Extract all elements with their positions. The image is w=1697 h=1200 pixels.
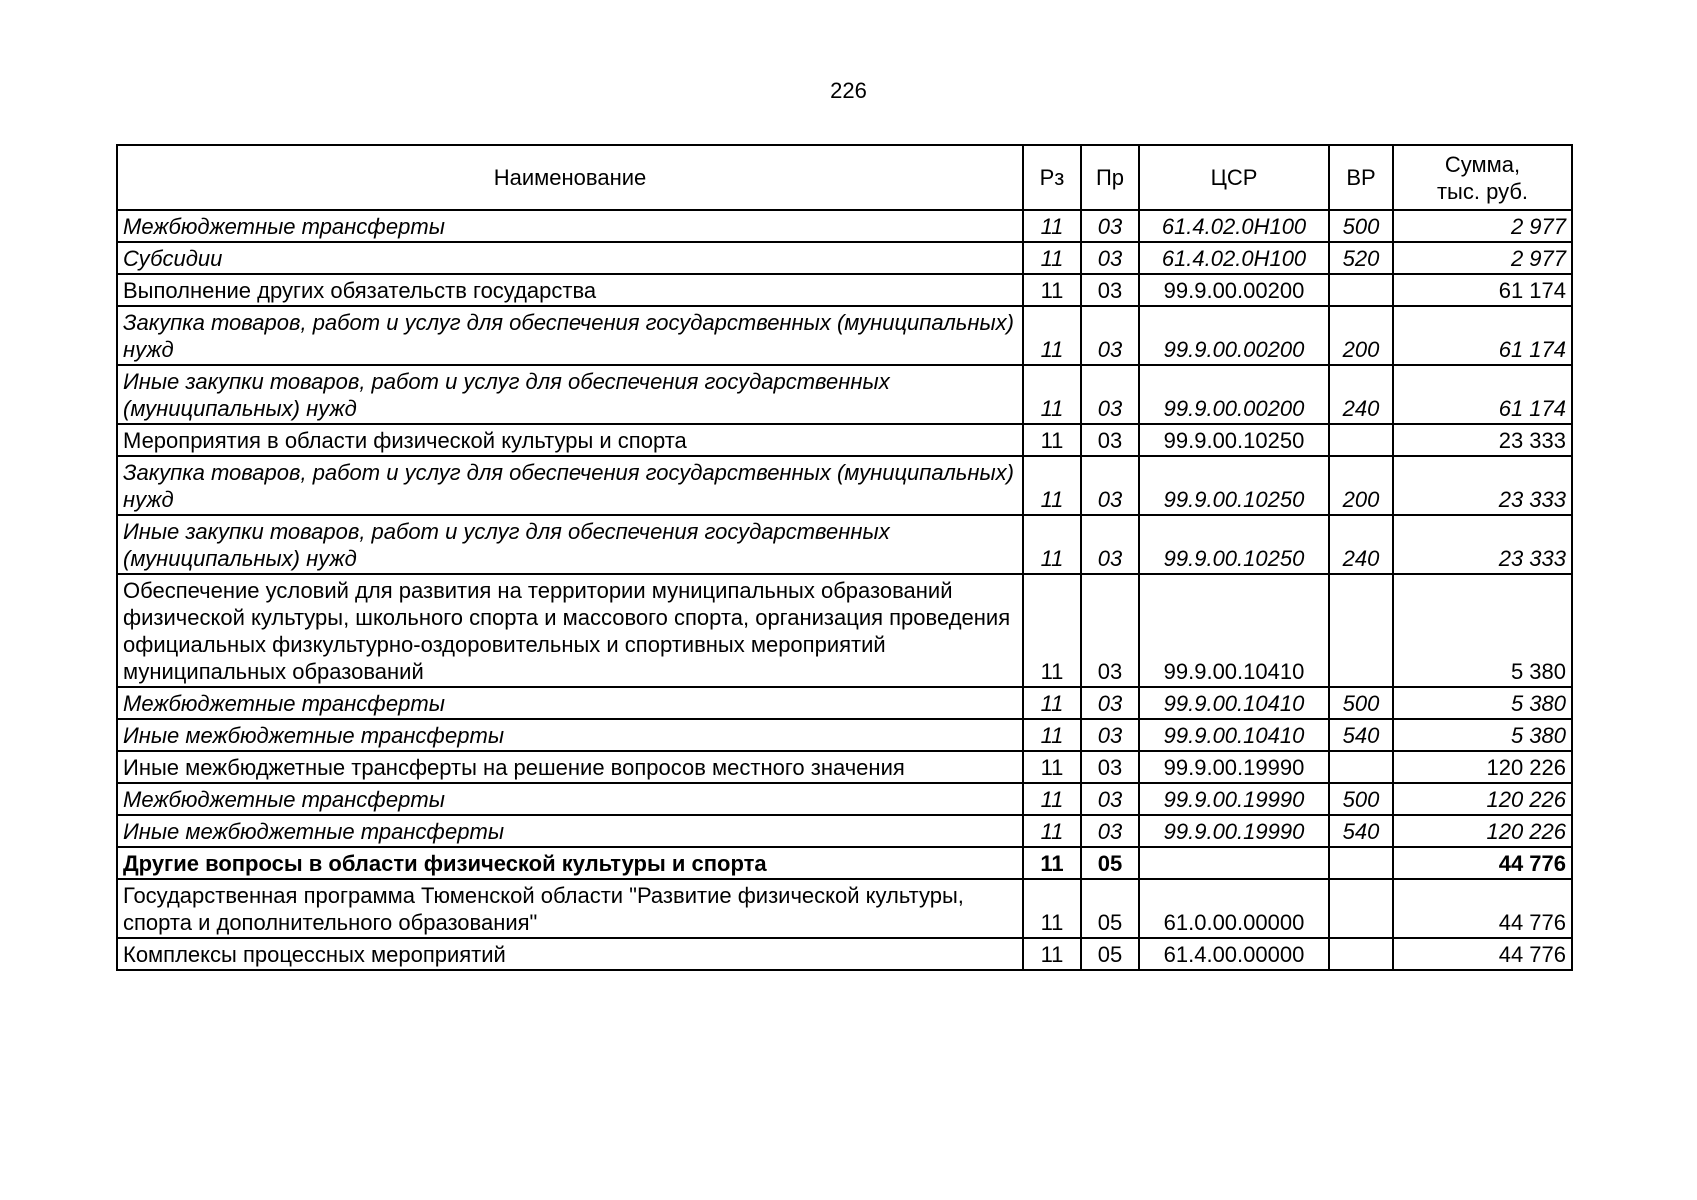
cell-pr: 03 — [1081, 306, 1139, 365]
cell-name: Закупка товаров, работ и услуг для обеспечения государственных (муниципальных) нужд — [117, 306, 1023, 365]
cell-sum: 2 977 — [1393, 242, 1572, 274]
cell-csr — [1139, 847, 1329, 879]
table-body — [117, 210, 1572, 970]
cell-name: Иные межбюджетные трансферты на решение вопросов местного значения — [117, 751, 1023, 783]
cell-rz: 11 — [1023, 456, 1081, 515]
cell-name: Закупка товаров, работ и услуг для обеспечения государственных (муниципальных) нужд — [117, 456, 1023, 515]
table-row — [117, 515, 1572, 574]
cell-sum: 120 226 — [1393, 815, 1572, 847]
cell-name: Межбюджетные трансферты — [117, 687, 1023, 719]
cell-csr: 61.0.00.00000 — [1139, 879, 1329, 938]
cell-csr: 99.9.00.19990 — [1139, 751, 1329, 783]
cell-csr: 99.9.00.19990 — [1139, 815, 1329, 847]
cell-csr: 99.9.00.10250 — [1139, 515, 1329, 574]
table-row — [117, 751, 1572, 783]
table-row — [117, 424, 1572, 456]
cell-pr: 03 — [1081, 515, 1139, 574]
cell-pr: 03 — [1081, 719, 1139, 751]
cell-name: Государственная программа Тюменской области "Развитие физической культуры, спорта и дополнительного образования" — [117, 879, 1023, 938]
cell-csr: 99.9.00.00200 — [1139, 274, 1329, 306]
cell-pr: 03 — [1081, 456, 1139, 515]
header-name: Наименование — [117, 145, 1023, 210]
cell-pr: 03 — [1081, 274, 1139, 306]
cell-pr: 03 — [1081, 815, 1139, 847]
table-row — [117, 210, 1572, 242]
cell-pr: 03 — [1081, 574, 1139, 687]
cell-vr — [1329, 574, 1393, 687]
cell-name: Иные закупки товаров, работ и услуг для обеспечения государственных (муниципальных) нужд — [117, 515, 1023, 574]
cell-vr: 240 — [1329, 365, 1393, 424]
cell-name: Мероприятия в области физической культуры и спорта — [117, 424, 1023, 456]
cell-sum: 5 380 — [1393, 574, 1572, 687]
cell-csr: 61.4.02.0Н100 — [1139, 242, 1329, 274]
cell-name: Обеспечение условий для развития на территории муниципальных образований физической культуры, школьного спорта и массового спорта, организация проведения официальных физкультурно-оздоровительных и спортивных мероприятий муниципальных образований — [117, 574, 1023, 687]
cell-pr: 03 — [1081, 687, 1139, 719]
cell-sum: 44 776 — [1393, 879, 1572, 938]
cell-sum: 2 977 — [1393, 210, 1572, 242]
cell-rz: 11 — [1023, 274, 1081, 306]
cell-vr: 500 — [1329, 783, 1393, 815]
cell-rz: 11 — [1023, 938, 1081, 970]
header-sum — [1393, 145, 1572, 210]
cell-pr: 03 — [1081, 365, 1139, 424]
table-row — [117, 456, 1572, 515]
cell-name: Иные межбюджетные трансферты — [117, 719, 1023, 751]
table-row — [117, 306, 1572, 365]
cell-vr — [1329, 938, 1393, 970]
table-row — [117, 938, 1572, 970]
cell-vr: 240 — [1329, 515, 1393, 574]
cell-csr: 99.9.00.00200 — [1139, 365, 1329, 424]
header-csr: ЦСР — [1139, 145, 1329, 210]
cell-pr: 05 — [1081, 879, 1139, 938]
cell-name: Иные закупки товаров, работ и услуг для обеспечения государственных (муниципальных) нужд — [117, 365, 1023, 424]
budget-table — [116, 144, 1573, 971]
cell-rz: 11 — [1023, 847, 1081, 879]
table-row — [117, 274, 1572, 306]
cell-csr: 99.9.00.10410 — [1139, 687, 1329, 719]
table-row — [117, 783, 1572, 815]
table-row — [117, 242, 1572, 274]
cell-rz: 11 — [1023, 815, 1081, 847]
cell-rz: 11 — [1023, 687, 1081, 719]
table-row — [117, 879, 1572, 938]
cell-name: Субсидии — [117, 242, 1023, 274]
cell-rz: 11 — [1023, 879, 1081, 938]
cell-pr: 03 — [1081, 242, 1139, 274]
cell-sum: 23 333 — [1393, 456, 1572, 515]
cell-vr: 500 — [1329, 687, 1393, 719]
table-row — [117, 574, 1572, 687]
cell-sum: 61 174 — [1393, 274, 1572, 306]
cell-sum: 120 226 — [1393, 751, 1572, 783]
cell-sum: 44 776 — [1393, 938, 1572, 970]
cell-rz: 11 — [1023, 751, 1081, 783]
cell-name: Выполнение других обязательств государства — [117, 274, 1023, 306]
cell-pr: 03 — [1081, 424, 1139, 456]
cell-csr: 99.9.00.10250 — [1139, 456, 1329, 515]
page-number: 226 — [830, 78, 867, 103]
cell-vr — [1329, 879, 1393, 938]
cell-vr — [1329, 751, 1393, 783]
cell-vr: 520 — [1329, 242, 1393, 274]
cell-name: Иные межбюджетные трансферты — [117, 815, 1023, 847]
cell-pr: 03 — [1081, 751, 1139, 783]
cell-pr: 03 — [1081, 210, 1139, 242]
cell-vr — [1329, 847, 1393, 879]
header-vr: ВР — [1329, 145, 1393, 210]
cell-vr: 540 — [1329, 719, 1393, 751]
cell-sum: 61 174 — [1393, 365, 1572, 424]
cell-rz: 11 — [1023, 424, 1081, 456]
cell-csr: 99.9.00.10250 — [1139, 424, 1329, 456]
cell-csr: 99.9.00.00200 — [1139, 306, 1329, 365]
header-pr: Пр — [1081, 145, 1139, 210]
cell-pr: 05 — [1081, 847, 1139, 879]
cell-sum: 5 380 — [1393, 719, 1572, 751]
header-sum-line1: Сумма, — [1444, 151, 1521, 177]
cell-vr: 540 — [1329, 815, 1393, 847]
cell-pr: 05 — [1081, 938, 1139, 970]
cell-vr: 200 — [1329, 306, 1393, 365]
cell-csr: 99.9.00.10410 — [1139, 719, 1329, 751]
cell-name: Межбюджетные трансферты — [117, 210, 1023, 242]
cell-sum: 61 174 — [1393, 306, 1572, 365]
cell-pr: 03 — [1081, 783, 1139, 815]
cell-rz: 11 — [1023, 574, 1081, 687]
cell-vr — [1329, 274, 1393, 306]
header-rz: Рз — [1023, 145, 1081, 210]
cell-rz: 11 — [1023, 719, 1081, 751]
cell-vr: 500 — [1329, 210, 1393, 242]
cell-rz: 11 — [1023, 783, 1081, 815]
cell-rz: 11 — [1023, 306, 1081, 365]
cell-sum: 23 333 — [1393, 515, 1572, 574]
cell-sum: 44 776 — [1393, 847, 1572, 879]
cell-name: Межбюджетные трансферты — [117, 783, 1023, 815]
cell-vr: 200 — [1329, 456, 1393, 515]
table-row — [117, 365, 1572, 424]
cell-name: Другие вопросы в области физической культуры и спорта — [117, 847, 1023, 879]
table-row — [117, 847, 1572, 879]
cell-sum: 5 380 — [1393, 687, 1572, 719]
cell-sum: 23 333 — [1393, 424, 1572, 456]
table-row — [117, 719, 1572, 751]
cell-csr: 61.4.02.0Н100 — [1139, 210, 1329, 242]
cell-vr — [1329, 424, 1393, 456]
cell-rz: 11 — [1023, 365, 1081, 424]
cell-csr: 61.4.00.00000 — [1139, 938, 1329, 970]
table-row — [117, 687, 1572, 719]
cell-csr: 99.9.00.10410 — [1139, 574, 1329, 687]
cell-rz: 11 — [1023, 515, 1081, 574]
cell-csr: 99.9.00.19990 — [1139, 783, 1329, 815]
cell-rz: 11 — [1023, 242, 1081, 274]
cell-name: Комплексы процессных мероприятий — [117, 938, 1023, 970]
cell-sum: 120 226 — [1393, 783, 1572, 815]
table-row — [117, 815, 1572, 847]
header-sum-line2: тыс. руб. — [1436, 178, 1529, 204]
table-header-row — [117, 145, 1572, 210]
cell-rz: 11 — [1023, 210, 1081, 242]
